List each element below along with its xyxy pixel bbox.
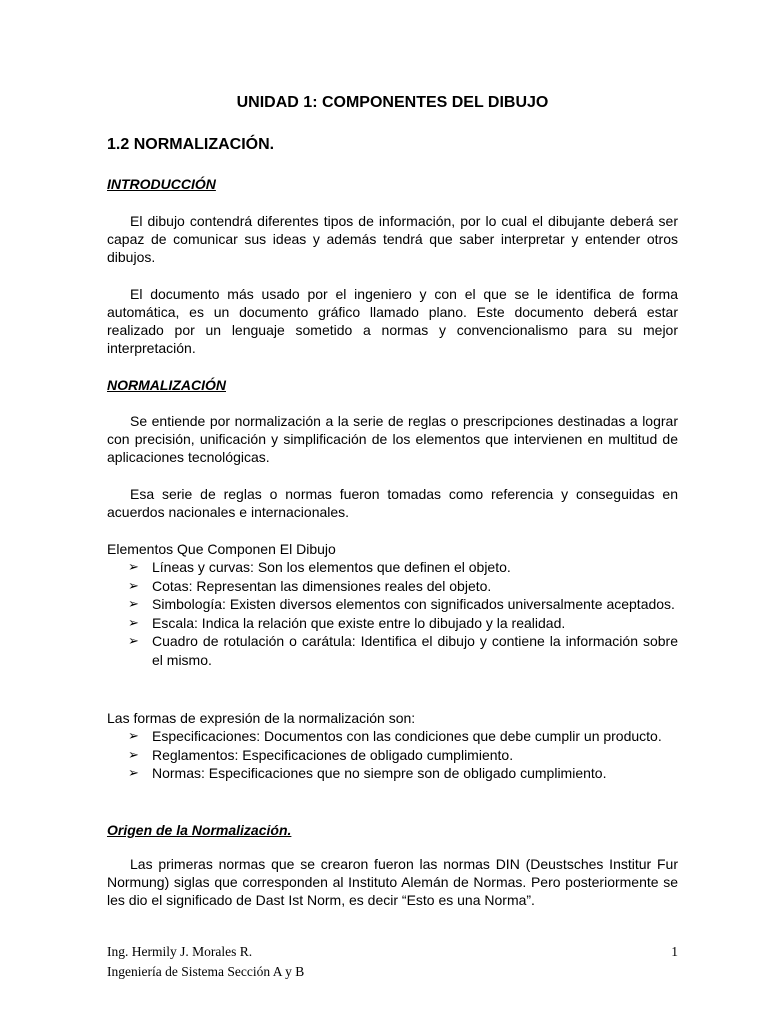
normalizacion-paragraph-2-text: Esa serie de reglas o normas fueron tomadas como referencia y conseguidas en acuerdos nacionales e internacionales. — [107, 486, 678, 520]
forms-intro: Las formas de expresión de la normalización son: — [107, 710, 416, 726]
arrow-bullet-icon: ➢ — [128, 559, 139, 574]
list-item — [107, 746, 678, 765]
list-item-text: Cuadro de rotulación o carátula: Identifica el dibujo y contiene la información sobre el mismo. — [152, 633, 678, 668]
footer-author: Ing. Hermily J. Morales R. — [107, 944, 253, 959]
normalizacion-paragraph-2 — [107, 485, 678, 521]
arrow-bullet-icon: ➢ — [128, 746, 139, 762]
normalizacion-paragraph-1 — [107, 412, 678, 466]
document-title: UNIDAD 1: COMPONENTES DEL DIBUJO — [236, 94, 549, 111]
list-item — [107, 595, 678, 614]
list-item-text: Escala: Indica la relación que existe entre lo dibujado y la realidad. — [152, 614, 566, 631]
intro-paragraph-1 — [107, 212, 678, 266]
origen-heading: Origen de la Normalización. — [107, 822, 292, 838]
footer-course: Ingeniería de Sistema Sección A y B — [107, 964, 305, 979]
list-item-text: Normas: Especificaciones que no siempre son de obligado cumplimiento. — [152, 765, 607, 782]
intro-paragraph-2 — [107, 285, 678, 357]
arrow-bullet-icon: ➢ — [128, 765, 139, 781]
list-item-text: Simbología: Existen diversos elementos con significados universalmente aceptados. — [152, 596, 675, 613]
elements-list — [107, 558, 678, 670]
normalizacion-paragraph-1-text: Se entiende por normalización a la serie de reglas o prescripciones destinadas a lograr con precisión, unificación y simplificación de los elementos que intervienen en multitud de aplicaciones tecnológicas. — [107, 413, 678, 465]
list-item — [107, 614, 678, 633]
intro-heading: INTRODUCCIÓN — [107, 176, 216, 192]
intro-paragraph-2-text: El documento más usado por el ingeniero y con el que se le identifica de forma automática, es un documento gráfico llamado plano. Este documento deberá estar realizado por un lenguaje sometido a normas y convencionalismo para su mejor interpretación. — [107, 286, 678, 356]
arrow-bullet-icon: ➢ — [128, 577, 139, 593]
list-item — [107, 577, 678, 596]
list-item — [107, 727, 678, 746]
list-item — [107, 764, 678, 783]
list-item — [107, 632, 678, 669]
list-item-text: Especificaciones: Documentos con las condiciones que debe cumplir un producto. — [152, 728, 662, 744]
page-footer — [107, 942, 678, 982]
page-number: 1 — [671, 944, 678, 959]
forms-list — [107, 727, 678, 783]
arrow-bullet-icon: ➢ — [128, 596, 139, 612]
arrow-bullet-icon: ➢ — [128, 633, 139, 649]
list-item — [107, 558, 678, 577]
section-heading: 1.2 NORMALIZACIÓN. — [107, 136, 275, 153]
origen-paragraph — [107, 855, 678, 909]
normalizacion-heading: NORMALIZACIÓN — [107, 377, 226, 393]
origen-paragraph-text: Las primeras normas que se crearon fueron las normas DIN (Deustsches Institur Fur Normung) siglas que corresponden al Instituto Alemán de Normas. Pero posteriormente se les dio el significado de Dast Ist Norm, es decir “Esto es una Norma”. — [107, 856, 678, 908]
list-item-text: Líneas y curvas: Son los elementos que definen el objeto. — [152, 559, 511, 575]
list-item-text: Cotas: Representan las dimensiones reales del objeto. — [152, 577, 492, 594]
intro-paragraph-1-text: El dibujo contendrá diferentes tipos de información, por lo cual el dibujante deberá ser capaz de comunicar sus ideas y además tendrá que saber interpretar y entender otros dibujos. — [107, 213, 678, 265]
arrow-bullet-icon: ➢ — [128, 614, 139, 630]
list-item-text: Reglamentos: Especificaciones de obligado cumplimiento. — [152, 746, 514, 763]
elements-intro: Elementos Que Componen El Dibujo — [107, 541, 336, 557]
arrow-bullet-icon: ➢ — [128, 728, 139, 743]
